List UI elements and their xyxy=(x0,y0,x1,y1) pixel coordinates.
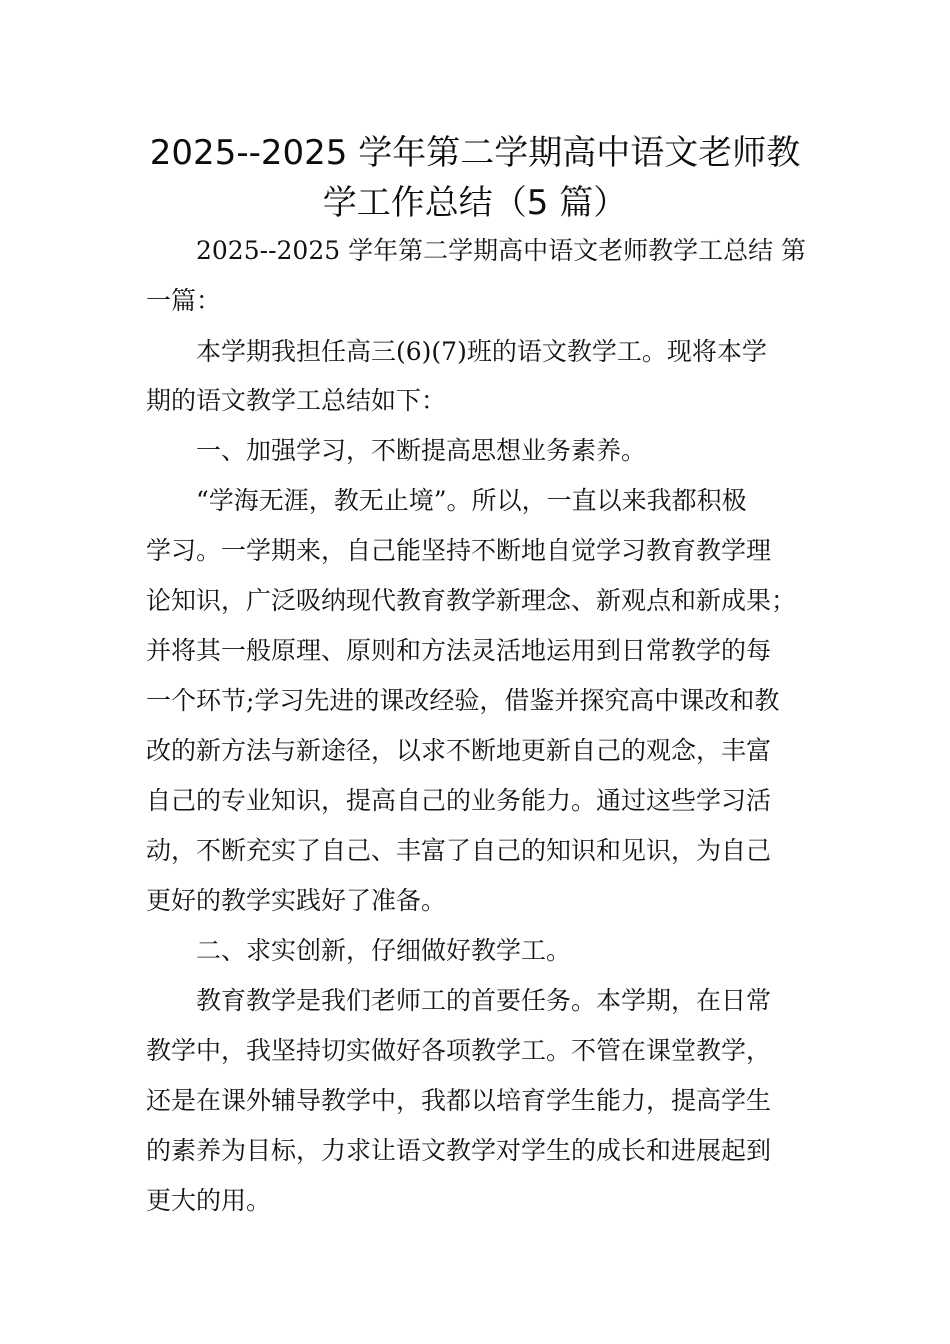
text-line: 论知识，广泛吸纳现代教育教学新理念、新观点和新成果； xyxy=(146,586,797,615)
text-line: 动，不断充实了自己、丰富了自己的知识和见识，为自己 xyxy=(146,836,772,865)
text-line: 还是在课外辅导教学中，我都以培育学生能力，提高学生 xyxy=(146,1086,772,1115)
text-line: 本学期我担任高三(6)(7)班的语文教学工。现将本学 xyxy=(196,337,767,366)
text-line: 期的语文教学工总结如下： xyxy=(146,386,447,415)
text-line: 教学中，我坚持切实做好各项教学工。不管在课堂教学， xyxy=(146,1036,772,1065)
text-line: 二、求实创新，仔细做好教学工。 xyxy=(196,936,572,965)
text-line: 教育教学是我们老师工的首要任务。本学期，在日常 xyxy=(196,986,772,1015)
document-title-line-1: 2025--2025 学年第二学期高中语文老师教 xyxy=(149,133,801,173)
text-line: 更好的教学实践好了准备。 xyxy=(146,886,447,915)
text-line: 并将其一般原理、原则和方法灵活地运用到日常教学的每 xyxy=(146,636,772,665)
text-line: 一个环节;学习先进的课改经验，借鉴并探究高中课改和教 xyxy=(146,686,780,715)
text-line: 2025--2025 学年第二学期高中语文老师教学工总结 第 xyxy=(196,236,807,265)
text-line: 改的新方法与新途径，以求不断地更新自己的观念，丰富 xyxy=(146,736,772,765)
text-line: 更大的用。 xyxy=(146,1186,272,1215)
document-title-line-2: 学工作总结（5 篇） xyxy=(322,183,628,223)
text-line: 一篇： xyxy=(146,286,222,315)
text-line: 自己的专业知识，提高自己的业务能力。通过这些学习活 xyxy=(146,786,772,815)
text-line: “学海无涯，教无止境”。所以，一直以来我都积极 xyxy=(196,486,747,515)
text-line: 学习。一学期来，自己能坚持不断地自觉学习教育教学理 xyxy=(146,536,772,565)
text-line: 的素养为目标，力求让语文教学对学生的成长和进展起到 xyxy=(146,1136,772,1165)
text-line: 一、加强学习，不断提高思想业务素养。 xyxy=(196,436,647,465)
